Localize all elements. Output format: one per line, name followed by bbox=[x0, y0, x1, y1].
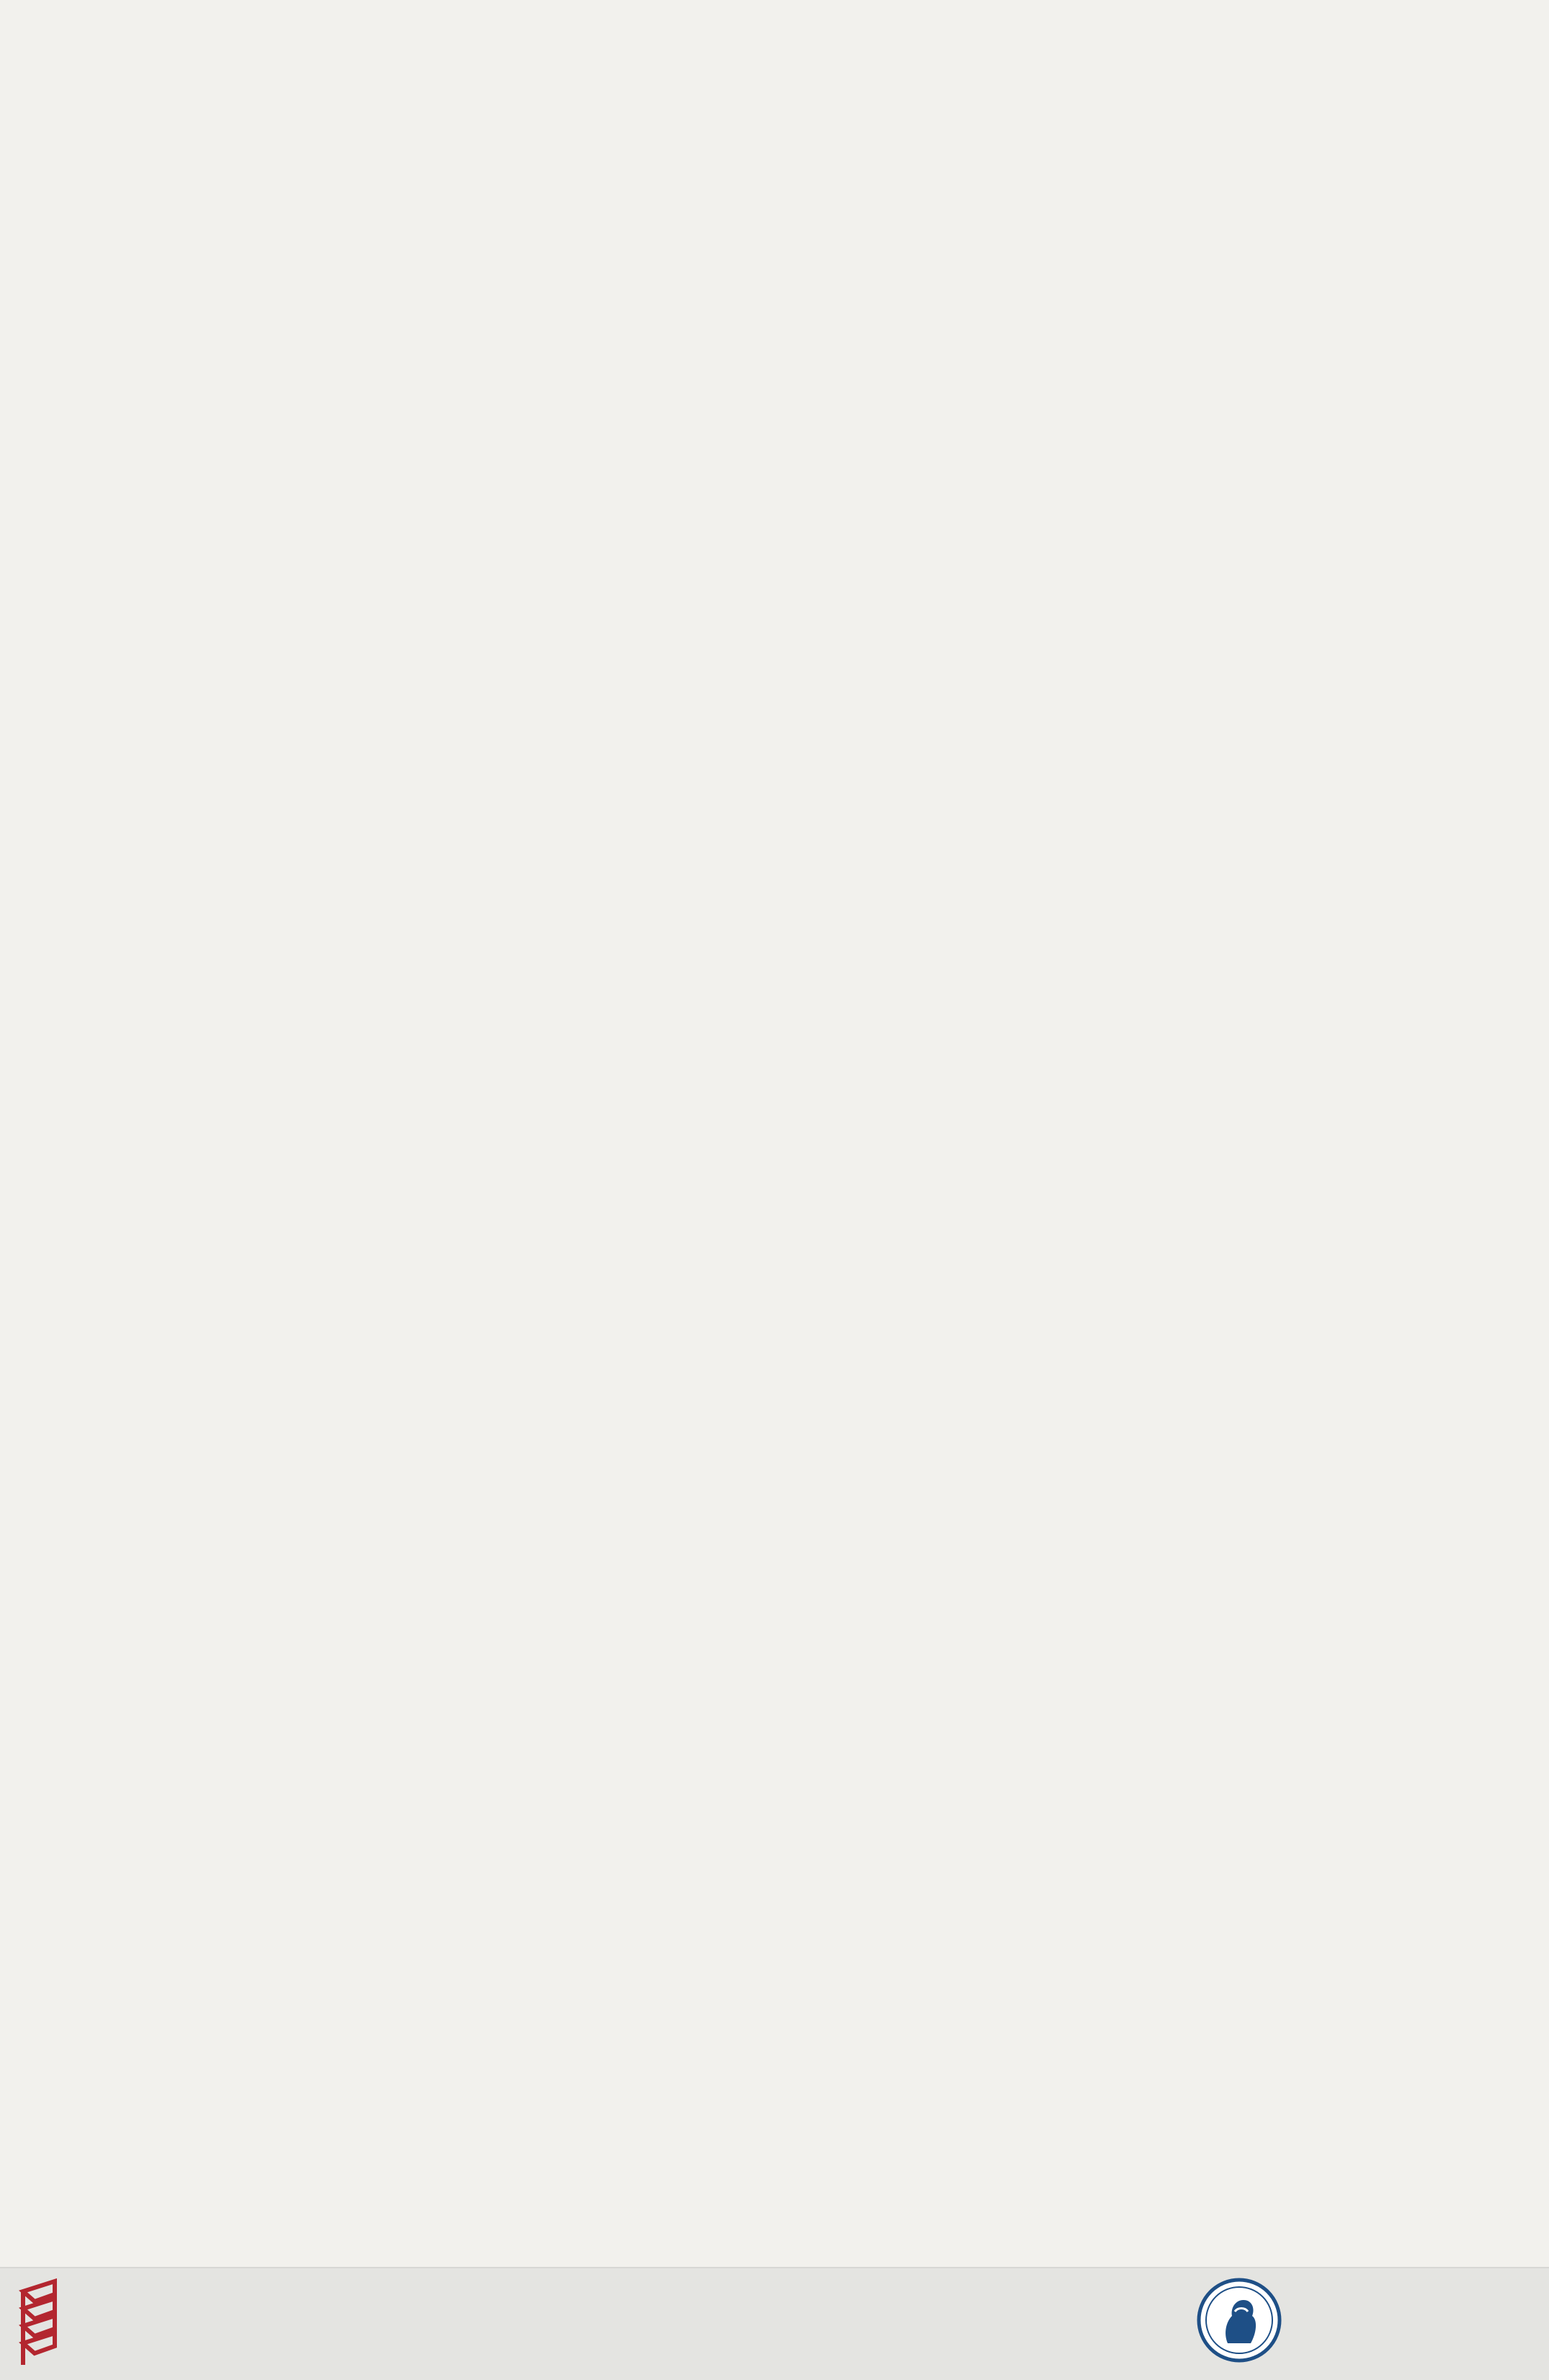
page-header bbox=[161, 157, 1434, 186]
footnote bbox=[161, 1956, 1438, 1980]
academy-seal-icon bbox=[1195, 2276, 1284, 2365]
footer-bar bbox=[0, 2267, 1549, 2380]
university-library-logo-icon bbox=[13, 2277, 82, 2369]
